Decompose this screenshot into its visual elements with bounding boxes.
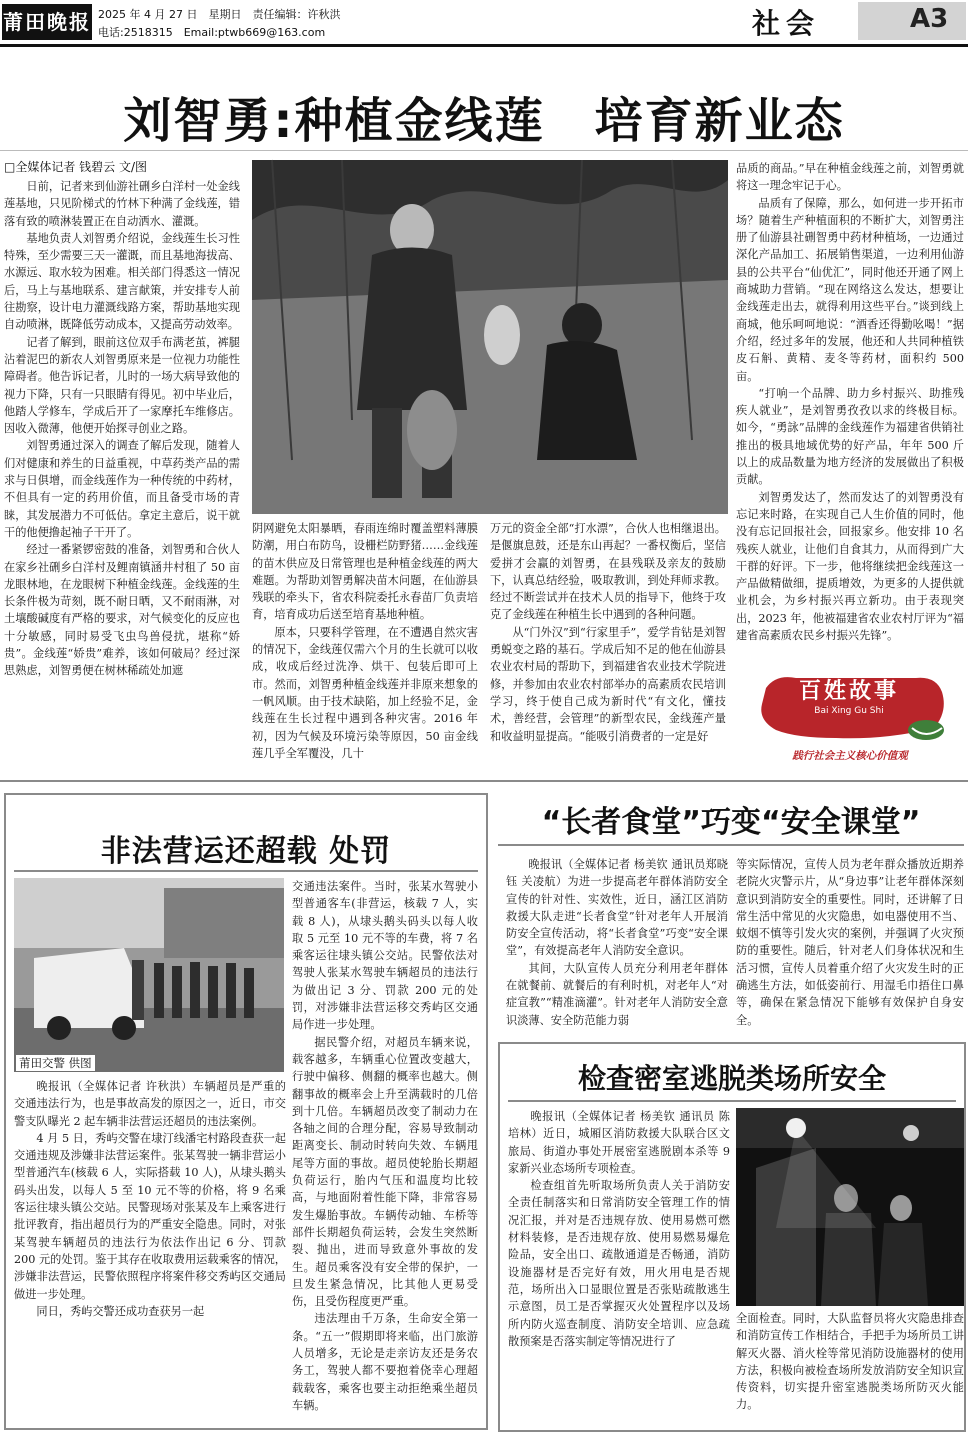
lead-column-2 — [252, 520, 478, 760]
paragraph: 晚报讯（全媒体记者 杨美钦 通讯员郑晓钰 关凌航）为进一步提高老年群体消防安全宣传的针对性、实效性，近日，涵江区消防救援大队走进“长者食堂”针对老年人开展消防安全宣传活动，将“长者食堂”巧变“安全课堂”，有效提高老年人消防安全意识。 — [506, 858, 728, 958]
story4-headline: 检查密室逃脱类场所安全 — [577, 1062, 886, 1095]
story2-column-left — [14, 1078, 286, 1423]
lead-headline: 刘智勇:种植金线莲 培育新业态 — [123, 93, 845, 149]
traffic-police-photo — [14, 878, 284, 1072]
logo-slogan: 践行社会主义核心价值观 — [792, 750, 908, 762]
lead-column-4 — [736, 160, 964, 660]
paragraph: 违法理由千万条，生命安全第一条。“五一”假期即将来临，出门旅游人员增多，无论是走亲访友还是务农务工，驾驶人都不要抱着侥幸心理超载载客，乘客也要主动拒绝乘坐超员车辆。 — [292, 1312, 478, 1412]
lead-column-3 — [490, 520, 726, 750]
story4-column-left — [508, 1108, 730, 1426]
paragraph: 记者了解到，眼前这位双手布满老茧，裤腿沾着泥巴的新农人刘智勇原来是一位视力功能性障碍者。他告诉记者，儿时的一场大病导致他的视力下降，只有一只眼睛有得见。初中毕业后，他踏人学修车，学成后开了一家摩托车维修店。因收入微薄，他便开始探寻创业之路。 — [4, 335, 240, 436]
page-number: A3 — [910, 4, 949, 34]
story2-photo-credit: 莆田交警 供图 — [16, 1055, 95, 1071]
paragraph: 据民警介绍，对超员车辆来说，载客越多，车辆重心位置改变越大，行驶中偏移、侧翻的概率也越大。侧翻事故的概率会上升至满载时的几倍到十几倍。车辆超员改变了制动力在各轴之间的合理分配，容易导致制动距离变长、制动时转向失效、车辆甩尾等方面的事故。超员使轮胎长期超负荷运行，胎内气压和温度均比较高，与地面附着性能下降，非常容易发生爆胎事故。车辆传动轴、车桥等部件长期超负荷运转，会发生突然断裂、抛出，进而导致意外事故的发生。超员乘客没有安全带的保护，一旦发生紧急情况，比其他人更易受伤，且受伤程度更严重。 — [292, 1035, 478, 1309]
paragraph: 刘智勇通过深入的调查了解后发现，随着人们对健康和养生的日益重视，中草药类产品的需求与日俱增，而金线莲作为一种传统的中药材，不但具有一定的药用价值，而且备受市场的青睐，其发展潜力不可低估。拿定主意后，说干就干的他便撸起袖子干开了。 — [4, 439, 240, 539]
story3-rule — [498, 844, 964, 846]
paragraph: 日前，记者来到仙游社硎乡白洋村一处金线莲基地，只见阶梯式的竹林下种满了金线莲，错落有致的喷淋装置正在自动洒水、灌溉。 — [4, 180, 240, 228]
lead-column-1 — [4, 178, 240, 750]
farmer-interview-photo — [252, 160, 728, 514]
paragraph: 其间，大队宣传人员充分利用老年群体在就餐前、就餐后的有利时机，对老年人“对症宣教”“精准滴灌”。针对老年人消防安全意识淡薄、安全防范能力弱 — [506, 961, 728, 1027]
section-name: 社会 — [752, 7, 821, 40]
story2-headline: 非法营运还超载 处罚 — [100, 834, 392, 869]
story2-column-right — [292, 878, 478, 1423]
masthead-rule — [0, 44, 968, 47]
story4-rule — [508, 1100, 956, 1102]
paragraph: 基地负责人刘智勇介绍说，金线莲生长习性特殊，至少需要三天一灌溉，而且基地海拔高、水源远、取水较为困难。相关部门得悉这一情况后，马上与基地联系、建言献策，并安排专人前往勘察，设计电力灌溉线路方案，帮助基地实现自动喷淋，既降低劳动成本，又提高劳动效率。 — [4, 231, 240, 332]
story2-rule — [14, 870, 478, 872]
paragraph: 刘智勇发达了，然而发达了的刘智勇没有忘记来时路，在实现自己人生价值的同时，他没有忘记回报社会，回报家乡。他安排 10 名残疾人就业，让他们自食其力，从而得到广大干群的好评。下一步，他将继续把金线莲这一产品做精做细，提质增效，为更多的人提供就业机会，为乡村振兴再立新功。由于表现突出，2023 年，他被福建省农业农村厅评为“福建省高素质农民乡村振兴先锋”。 — [736, 490, 964, 643]
paragraph: 阴网避免太阳暴晒，春雨连绵时覆盖塑料薄膜防潮，用白布防鸟，设栅栏防野猪……金线莲的苗木供应及日常管理也是种植金线莲的两大难题。为帮助刘智勇解决苗木问题，在仙游县残联的牵头下，省农科院委托永春苗厂负责培育，培育成功后送至培育基地种植。 — [252, 522, 478, 622]
paragraph: 同日，秀屿交警还成功查获另一起 — [36, 1304, 205, 1318]
paragraph: 4 月 5 日，秀屿交警在埭汀线潘宅村路段查获一起交通违规及涉嫌非法营运案件。张某驾驶一辆非营运小型普通汽车(核载 6 人，实际搭载 10 人)，从埭头鹅头码头出发，以每人 5 至 10 元不等的价格，将 9 名乘客运往埭头镇公交站。民警现场对张某及车上乘客进行批评教育，指出超员行为的严重安全隐患。同时，对张某驾驶车辆超员的违法行为依法作出记 6 分、罚款 200 元的处罚。鉴于其存在收取费用运载乘客的情况，涉嫌非法营运，民警依照程序将案件移交秀屿区交通局做进一步处理。 — [14, 1131, 286, 1301]
contact-line: 电话:2518315 Email:ptwb669@163.com — [98, 26, 326, 39]
issue-date-line: 2025 年 4 月 27 日 星期日 责任编辑：许秋洪 — [98, 8, 341, 21]
paragraph: 经过一番紧锣密鼓的准备，刘智勇和合伙人在家乡社硎乡白洋村及鲤南镇涵井村租了 50 亩龙眼林地，在龙眼树下种植金线莲。金线莲的生长条件极为苛刻，既不耐日晒，又不耐雨淋，对土壤酸碱度有严格的要求，对气候变化的反应也十分敏感，同时易受飞虫鸟兽侵扰，堪称“娇贵”。金线莲“娇贵”难养，该如何破局？经过深思熟虑，刘智勇便在树林稀疏处加遮 — [4, 543, 240, 678]
section-divider — [0, 780, 968, 782]
story3-column-left — [506, 856, 728, 1036]
paragraph: 从“门外汉”到“行家里手”，爱学肯钻是刘智勇蜕变之路的基石。学成后知不足的他在仙游县农业农村局的帮助下，到福建省农业技术学院进修，并参加由农业农村部举办的高素质农民培训学习，终于使自己成为新时代“有文化，懂技术，善经营，会管理”的新型农民，金线莲产量和收益明显提高。“能吸引消费者的一定是好 — [490, 625, 726, 743]
newspaper-logo: 莆田晚报 — [2, 4, 92, 40]
lead-byline: □全媒体记者 钱碧云 文/图 — [4, 160, 148, 174]
paragraph: 万元的资金全部“打水漂”，合伙人也相继退出。是偃旗息鼓，还是东山再起？一番权衡后，坚信爱拼才会赢的刘智勇，在县残联及亲友的鼓励下，认真总结经验，吸取教训，到处拜师求教。经过不断尝试并在技术人员的指导下，他终于攻克了金线莲在种植生长中遇到的各种问题。 — [490, 522, 726, 622]
paragraph: 等实际情况，宣传人员为老年群众播放近期养老院火灾警示片，从“身边事”让老年群体深刻意识到消防安全的重要性。同时，还讲解了日常生活中常见的火灾隐患，如电器使用不当、蚊烟不慎等引发火灾的案例，并强调了火灾预防的重要性。随后，针对老人们身体状况和生活习惯，宣传人员着重介绍了火灾发生时的正确逃生方法，如低姿前行、用湿毛巾捂住口鼻等，确保在紧急情况下能够有效保护自身安全。 — [736, 858, 964, 1027]
story3-column-right — [736, 856, 964, 1036]
paragraph: 品质的商品。”早在种植金线莲之前，刘智勇就将这一理念牢记于心。 — [736, 162, 964, 193]
paragraph: 晚报讯（全媒体记者 许秋洪）车辆超员是严重的交通违法行为，也是事故高发的原因之一，近日，市交警支队曝光 2 起车辆非法营运还超员的违法案例。 — [14, 1080, 286, 1128]
paragraph: 品质有了保障，那么，如何进一步开拓市场？随着生产种植面积的不断扩大，刘智勇注册了仙游县社硎智勇中药材种植场，一边通过深化产品加工、拓展销售渠道，一边利用仙游县的公共平台“仙优汇”，同时他还开通了网上商城助力营销。“现在网络这么发达，想要让金线莲走出去，就得利用这些平台。”谈到线上商城，他乐呵呵地说：“酒香还得勤吆喝！”据介绍，经过多年的发展，他还和人共同种植铁皮石斛、黄精、麦冬等药材，面积约 500 亩。 — [736, 196, 964, 383]
paragraph: 全面检查。同时，大队监督员将火灾隐患排查和消防宣传工作相结合，手把手为场所员工讲解灭火器、消火栓等常见消防设施器材的使用方法，积极向被检查场所发放消防安全知识宣传资料，切实提升密室逃脱类场所防灭火能力。 — [736, 1312, 964, 1412]
paragraph: 检查组首先听取场所负责人关于消防安全责任制落实和日常消防安全管理工作的情况汇报，并对是否违规存放、使用易燃可燃材料装修，是否违规存放、使用易燃易爆危险品，安全出口、疏散通道是否畅通，消防设施器材是否完好有效，用火用电是否规范，场所出入口显眼位置是否张贴疏散逃生示意图，员工是否掌握灭火处置程序以及场所内防火巡查制度、消防安全培训、应急疏散预案是否落实制定等情况进行了 — [508, 1179, 730, 1348]
logo-title: 百姓故事 — [798, 678, 899, 704]
logo-pinyin: Bai Xing Gu Shi — [814, 706, 884, 716]
paragraph: 交通违法案件。当时，张某水驾驶小型普通客车(非营运，核载 7 人，实载 8 人)，从埭头鹅头码头以每人收取 5 元至 10 元不等的车费，将 7 名乘客运往埭头镇公交站。民警依法对驾驶人张某水驾驶车辆超员的违法行为做出记 3 分、罚款 200 元的处罚，对涉嫌非法营运移交秀屿区交通局作进一步处理。 — [292, 880, 478, 1032]
story3-headline: “长者食堂”巧变“安全课堂” — [541, 805, 921, 840]
paragraph: 晚报讯（全媒体记者 杨美钦 通讯员 陈培林）近日，城厢区消防救援大队联合区文旅局、街道办事处开展密室逃脱剧本杀等 9 家新兴业态场所专项检查。 — [508, 1110, 730, 1175]
headline-divider — [0, 150, 968, 151]
paragraph: 原本，只要科学管理，在不遭遇自然灾害的情况下，金线莲仅需六个月的生长就可以收成，收成后经过洗净、烘干、包装后即可上市。然而，刘智勇种植金线莲并非原来想象的一帆风顺。由于技术缺陷，加上经验不足，金线莲在生长过程中遇到各种灾害。2016 年初，因为气候及环境污染等原因，50 亩金线莲几乎全军覆没，几十 — [252, 625, 478, 760]
paragraph: “打响一个品牌、助力乡村振兴、助推残疾人就业”，是刘智勇孜孜以求的终极目标。如今，“勇詠”品牌的金线莲作为福建省供销社推出的极具地域优势的好产品，年年 500 斤以上的成品数量为地方经济的发展做出了积极贡献。 — [736, 386, 964, 487]
escape-room-inspection-photo — [736, 1108, 964, 1306]
story4-column-right — [736, 1310, 964, 1426]
